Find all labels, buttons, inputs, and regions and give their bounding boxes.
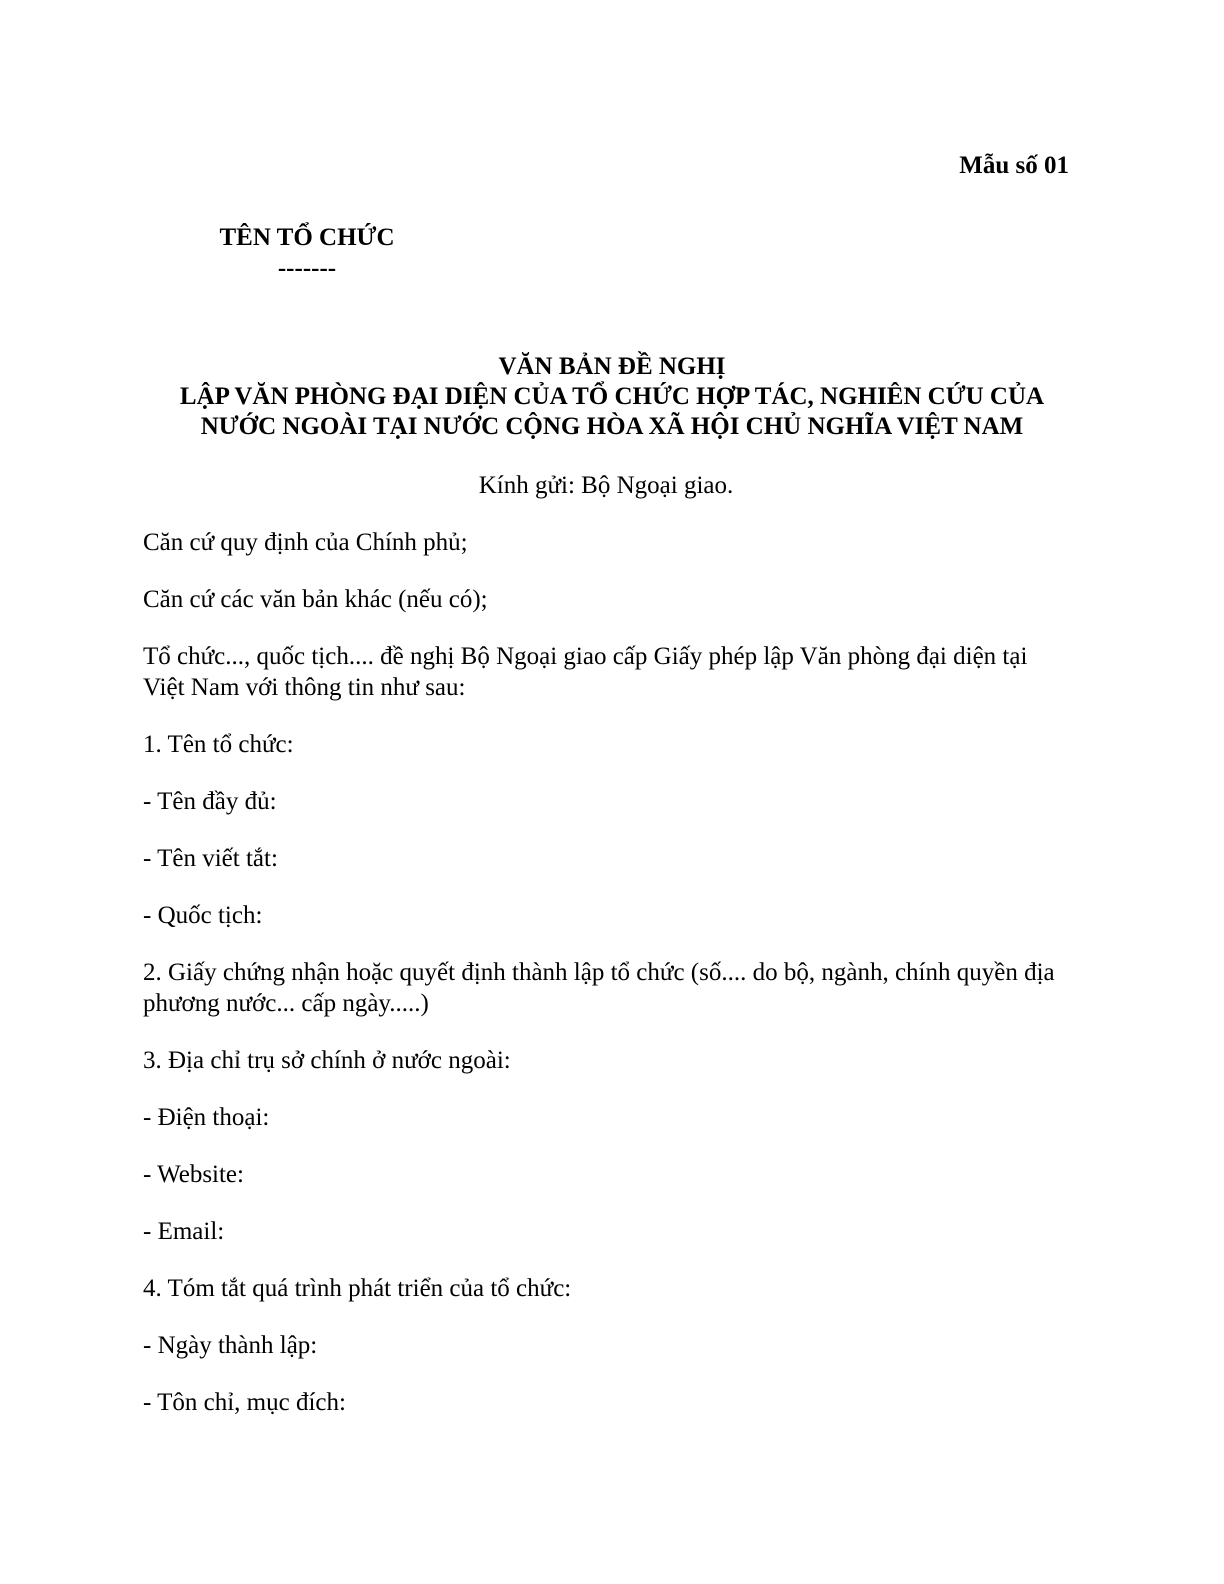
title-line-3: NƯỚC NGOÀI TẠI NƯỚC CỘNG HÒA XÃ HỘI CHỦ NGHĨA VIỆT NAM [200,413,1024,440]
section-4-heading: 4. Tóm tắt quá trình phát triển của tổ chức: [143,1275,572,1302]
organization-header [207,222,407,284]
paragraph-request: Tổ chức..., quốc tịch.... đề nghị Bộ Ngoại giao cấp Giấy phép lập Văn phòng đại diện tại Việt Nam với thông tin như sau: [143,643,1028,701]
field-phone: - Điện thoại: [143,1104,270,1131]
field-email: - Email: [143,1218,225,1245]
document-title [120,352,1104,442]
section-3-heading: 3. Địa chỉ trụ sở chính ở nước ngoài: [143,1047,511,1074]
field-founding-date: - Ngày thành lập: [143,1332,318,1359]
field-website: - Website: [143,1161,244,1188]
field-mission: - Tôn chỉ, mục đích: [143,1389,346,1416]
field-nationality: - Quốc tịch: [143,902,263,929]
paragraph-legal-basis-other: Căn cứ các văn bản khác (nếu có); [143,586,488,613]
section-1-heading: 1. Tên tổ chức: [143,731,294,758]
document-body [143,527,1073,1444]
section-2-heading: 2. Giấy chứng nhận hoặc quyết định thành lập tổ chức (số.... do bộ, ngành, chính quyền địa phương nước... cấp ngày.....) [143,959,1055,1017]
organization-separator: ------- [277,255,337,282]
field-full-name: - Tên đầy đủ: [143,788,277,815]
field-abbreviation: - Tên viết tắt: [143,845,278,872]
organization-name: TÊN TỔ CHỨC [219,224,395,251]
form-number: Mẫu số 01 [959,152,1069,179]
paragraph-legal-basis-government: Căn cứ quy định của Chính phủ; [143,529,468,556]
title-line-2: LẬP VĂN PHÒNG ĐẠI DIỆN CỦA TỔ CHỨC HỢP TÁC, NGHIÊN CỨU CỦA [179,383,1045,410]
recipient-line: Kính gửi: Bộ Ngoại giao. [478,472,734,499]
title-line-1: VĂN BẢN ĐỀ NGHỊ [498,353,726,380]
